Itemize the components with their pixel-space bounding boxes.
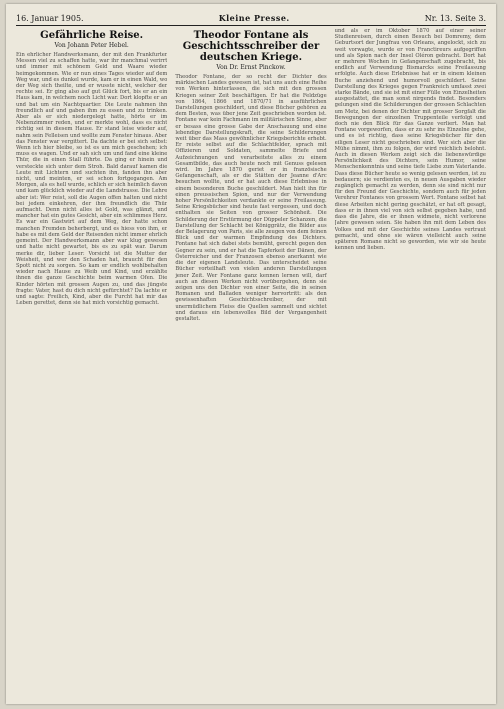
article-body: Ein ehrlicher Handwerksmann, der mit den Frankfurter Messen viel zu schaffen hatte, war ihr manchmal verirrt und immer mit schönem Geld und Waare wieder heimgekommen. Wie er nun eines Tages wieder auf dem Weg war, und es dunkel wurde, kam er in einen Wald, wo der Weg sich theilte, und er wusste nicht, welcher der rechte sei. Er ging also auf gut Glück fort, bis er an ein Haus kam, in welchem noch Licht war. Dort klopfte er an und bat um ein Nachtquartier. Die Leute nahmen ihn freundlich auf und gaben ihm zu essen und zu trinken. Aber als er sich niedergelegt hatte, hörte er im Nebenzimmer reden, und er merkte wohl, dass es nicht richtig sei in diesem Hause. Er stand leise wieder auf, nahm sein Felleisen und wollte zum Fenster hinaus. Aber das Fenster war vergittert. Da dachte er bei sich selbst: Wenn ich hier bleibe, so ist es um mich geschehen; ich muss es wagen. Und er sah sich um und fand eine kleine Thür, die in einen Stall führte. Da ging er hinein und versteckte sich unter dem Stroh. Bald darauf kamen die Leute mit Lichtern und suchten ihn, fanden ihn aber nicht, und meinten, er sei schon fortgegangen. Am Morgen, als es hell wurde, schlich er sich heimlich davon und kam glücklich wieder auf die Landstrasse. Die Lehre aber ist: Wer reist, soll die Augen offen halten und nicht bei jedem einkehren, der ihm freundlich die Thür aufmacht. Denn nicht alles ist Gold, was glänzt, und mancher hat ein gutes Gesicht, aber ein schlimmes Herz. Es war ein Gastwirt auf dem Weg, der hatte schon manchen Fremden beherbergt, und es hiess von ihm, er habe es mit dem Geld der Reisenden nicht immer ehrlich gemeint. Der Handwerksmann aber war klug gewesen und hatte nicht gewartet, bis es zu spät war. Darum merke dir, lieber Leser: Vorsicht ist die Mutter der Weisheit, und wer den Schaden hat, braucht für den Spott nicht zu sorgen. So kam er endlich wohlbehalten wieder nach Hause zu Weib und Kind, und erzählte ihnen die ganze Geschichte beim warmen Ofen. Die Kinder hörten mit grossen Augen zu, und das jüngste fragte: Vater, hast du dich nicht gefürchtet? Da lachte er und sagte: Freilich, Kind, aber die Furcht hat mir das Leben gerettet, denn sie hat mich vorsichtig gemacht. (16, 52, 168, 307)
article-byline: Von Dr. Ernst Pinckow. (216, 64, 286, 71)
article-title: Gefährliche Reise. (40, 30, 144, 41)
article-body: Theodor Fontane, der so recht der Dichter des märkischen Landes gewesen ist, hat uns auch eine Reihe von Werken hinterlassen, die sich mit den grossen Kriegen seiner Zeit beschäftigen. Er hat die Feldzüge von 1864, 1866 und 1870/71 in ausführlichen Darstellungen geschildert, und diese Bücher gehören zu dem Besten, was über jene Zeit geschrieben worden ist. Fontane war kein Fachmann im militärischen Sinne, aber er besass eine grosse Gabe der Anschauung und eine lebendige Darstellungskraft, die seine Schilderungen weit über das Mass gewöhnlicher Kriegsberichte erhebt. Er reiste selbst auf die Schlachtfelder, sprach mit Offizieren und Soldaten, sammelte Briefe und Aufzeichnungen und verarbeitete alles zu einem Gesamtbilde, das auch heute noch mit Genuss gelesen wird. Im Jahre 1870 geriet er in französische Gefangenschaft, als er die Stätten der Jeanne d'Arc besuchen wollte, und er hat auch diese Erlebnisse in einem besonderen Buche geschildert. Man hielt ihn für einen preussischen Spion, und nur der Verwendung hoher Persönlichkeiten verdankte er seine Freilassung. Seine Kriegsbücher sind heute fast vergessen, und doch enthalten sie Seiten von grosser Schönheit. Die Schilderung der Erstürmung der Düppeler Schanzen, die Darstellung der Schlacht bei Königgrätz, die Bilder aus der Belagerung von Paris, sie alle zeugen von dem feinen Blick und der warmen Empfindung des Dichters. Fontane hat sich dabei stets bemüht, gerecht gegen den Gegner zu sein, und er hat die Tapferkeit der Dänen, der Österreicher und der Franzosen ebenso anerkannt wie die der eigenen Landsleute. Das unterscheidet seine Bücher vorteilhaft von vielen anderen Darstellungen jener Zeit. Wer Fontane ganz kennen lernen will, darf auch an diesen Werken nicht vorübergehen, denn sie zeigen uns den Dichter von einer Seite, die in seinen Romanen und Balladen weniger hervortritt: als den gewissenhaften Geschichtsschreiber, der mit unermüdlichem Fleiss die Quellen sammelt und sichtet und daraus ein lebensvolles Bild der Vergangenheit gestaltet. (175, 74, 327, 322)
article-columns (16, 28, 486, 696)
page-header (16, 12, 486, 24)
newspaper-title: Kleine Presse. (218, 13, 290, 23)
header-rule (16, 25, 486, 26)
article-title: Theodor Fontane als Geschichtsschreiber der deutschen Kriege. (182, 30, 320, 63)
article-body-continued: und als er im Oktober 1870 auf einer seiner Studienreisen, durch einen Besuch bei Domremy, dem Geburtsort der Jungfrau von Orleans, angelockt, sich zu weit vorwagte, wurde er von Franctireurs aufgegriffen und als Spion nach der Insel Oléron gebracht. Dort hat er mehrere Wochen in Gefangenschaft zugebracht, bis endlich auf Verwendung Bismarcks seine Freilassung erfolgte. Auch diese Erlebnisse hat er in einem kleinen Buche anziehend und humorvoll geschildert. Seine Darstellung des Krieges gegen Frankreich umfasst zwei starke Bände, und sie ist mit einer Fülle von Einzelheiten ausgestattet, die man sonst nirgends findet. Besonders gelungen sind die Schilderungen der grossen Schlachten um Metz, bei denen der Dichter mit grosser Sorgfalt die Bewegungen der einzelnen Truppenteile verfolgt und doch nie den Blick für das Ganze verliert. Man hat Fontane vorgeworfen, dass er zu sehr ins Einzelne gehe, und es ist richtig, dass seine Kriegsbücher für den eiligen Leser nicht geschrieben sind. Wer sich aber die Mühe nimmt, ihm zu folgen, der wird reichlich belohnt. Auch in diesen Werken zeigt sich die liebenswürdige Persönlichkeit des Dichters, sein Humor, seine Menschenkenntnis und seine tiefe Liebe zum Vaterlande. Dass diese Bücher heute so wenig gelesen werden, ist zu bedauern; sie verdienten es, in neuen Ausgaben wieder zugänglich gemacht zu werden, denn sie sind nicht nur für den Freund der Geschichte, sondern auch für jeden Verehrer Fontanes von grossem Wert. Fontane selbst hat diese Arbeiten nicht gering geschätzt, er hat oft gesagt, dass er in ihnen viel von sich selbst gegeben habe, und dass die Jahre, die er ihnen widmete, nicht verlorene Jahre gewesen seien. Sie haben ihn mit dem Leben des Volkes und mit der Geschichte seines Landes vertraut gemacht, und ohne sie wären vielleicht auch seine späteren Romane nicht so geworden, wie wir sie heute kennen und lieben. (334, 28, 486, 252)
issue-number: Nr. 13. Seite 3. (424, 13, 486, 23)
issue-date: 16. Januar 1905. (16, 13, 84, 23)
column-3 (335, 28, 486, 696)
newspaper-page (6, 4, 496, 704)
column-1 (16, 28, 167, 696)
article-byline: Von Johann Peter Hebel. (54, 42, 129, 49)
column-2 (175, 28, 326, 696)
